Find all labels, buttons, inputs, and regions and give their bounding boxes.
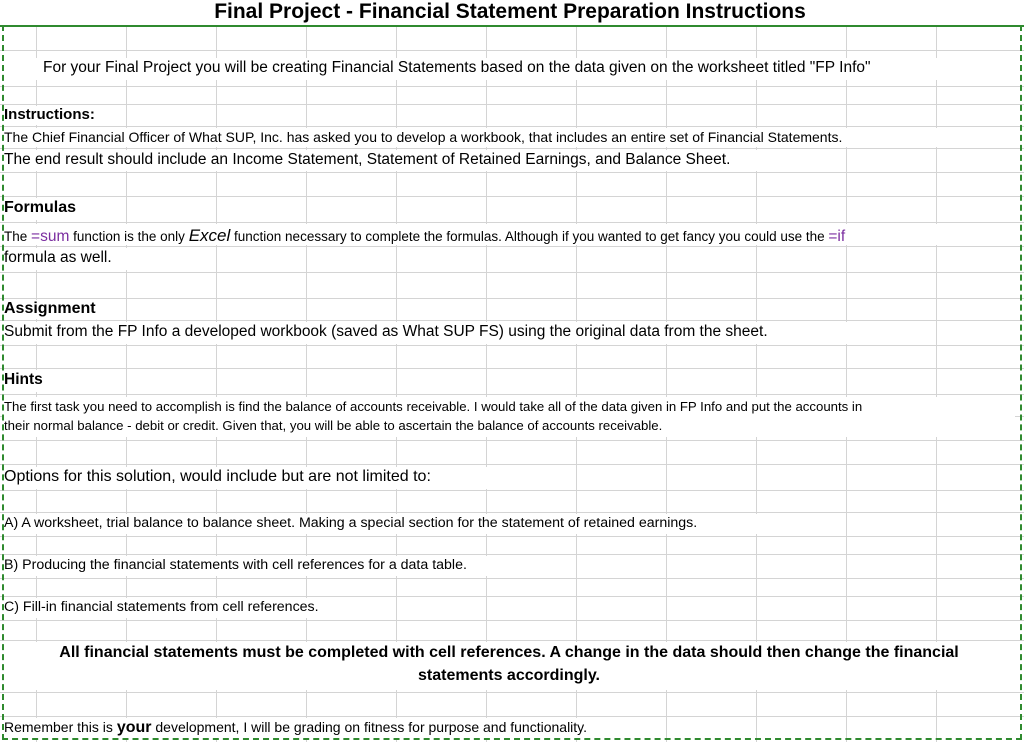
row-gridline bbox=[0, 345, 1024, 346]
formulas-text-1: The bbox=[4, 229, 32, 244]
row-gridline bbox=[0, 692, 1024, 693]
instructions-heading-cell[interactable] bbox=[3, 106, 103, 125]
print-area-top-border bbox=[0, 25, 1024, 27]
row-gridline bbox=[0, 394, 1024, 395]
row-gridline bbox=[0, 104, 1024, 105]
hints-heading: Hints bbox=[4, 371, 43, 388]
row-gridline bbox=[0, 368, 1024, 369]
row-gridline bbox=[0, 490, 1024, 491]
row-gridline bbox=[0, 126, 1024, 127]
hints-line1: The first task you need to accomplish is find the balance of accounts receivable. I would take all of the data given in FP Info and put the accounts in bbox=[4, 399, 863, 414]
option-a: A) A worksheet, trial balance to balance sheet. Making a special section for the statement of retained earnings. bbox=[4, 515, 698, 531]
assignment-line1: Submit from the FP Info a developed workbook (saved as What SUP FS) using the original data from the sheet. bbox=[4, 323, 768, 340]
excel-word: Excel bbox=[188, 226, 231, 245]
row-gridline bbox=[0, 536, 1024, 537]
options-intro-cell[interactable] bbox=[3, 467, 488, 489]
option-c-cell[interactable] bbox=[3, 598, 363, 618]
notice-cell[interactable] bbox=[3, 642, 1015, 690]
page-title: Final Project - Financial Statement Preparation Instructions bbox=[214, 0, 806, 23]
closing-emphasis: your bbox=[116, 719, 152, 736]
row-gridline bbox=[0, 246, 1024, 247]
formulas-line2-cell[interactable] bbox=[3, 248, 133, 270]
row-gridline bbox=[0, 196, 1024, 197]
row-gridline bbox=[0, 464, 1024, 465]
formulas-text-3: function necessary to complete the formulas. Although if you wanted to get fancy you could use the bbox=[230, 229, 829, 244]
row-gridline bbox=[0, 222, 1024, 223]
row-gridline bbox=[0, 640, 1024, 641]
row-gridline bbox=[0, 620, 1024, 621]
formulas-text-2: function is the only bbox=[69, 229, 189, 244]
closing-text-2: development, I will be grading on fitness for purpose and functionality. bbox=[151, 719, 588, 735]
row-gridline bbox=[0, 596, 1024, 597]
hints-cell[interactable] bbox=[3, 397, 1015, 437]
instructions-line2: The end result should include an Income Statement, Statement of Retained Earnings, and Balance Sheet. bbox=[4, 151, 731, 168]
assignment-heading: Assignment bbox=[4, 300, 96, 317]
row-gridline bbox=[0, 172, 1024, 173]
row-gridline bbox=[0, 50, 1024, 51]
instructions-line1: The Chief Financial Officer of What SUP, Inc. has asked you to develop a workbook, that includes an entire set of Financial Statements. bbox=[4, 129, 843, 145]
title-cell[interactable] bbox=[0, 0, 1024, 25]
row-gridline bbox=[0, 554, 1024, 555]
options-intro: Options for this solution, would include but are not limited to: bbox=[4, 468, 431, 485]
assignment-heading-cell[interactable] bbox=[3, 300, 108, 319]
closing-text bbox=[4, 719, 587, 737]
row-gridline bbox=[0, 298, 1024, 299]
formulas-heading: Formulas bbox=[4, 199, 77, 216]
closing-cell[interactable] bbox=[3, 718, 643, 738]
formulas-line2: formula as well. bbox=[4, 249, 112, 266]
hints-heading-cell[interactable] bbox=[3, 370, 53, 392]
notice-line1: All financial statements must be completed with cell references. A change in the data should then change the financial bbox=[59, 644, 959, 661]
row-gridline bbox=[0, 512, 1024, 513]
row-gridline bbox=[0, 716, 1024, 717]
row-gridline bbox=[0, 148, 1024, 149]
option-b: B) Producing the financial statements with cell references for a data table. bbox=[4, 557, 467, 573]
option-b-cell[interactable] bbox=[3, 556, 528, 576]
row-gridline bbox=[0, 578, 1024, 579]
intro-text: For your Final Project you will be creating Financial Statements based on the data given on the worksheet titled "FP Info" bbox=[43, 59, 871, 76]
formulas-heading-cell[interactable] bbox=[3, 198, 85, 220]
row-gridline bbox=[0, 272, 1024, 273]
if-function: =if bbox=[828, 228, 846, 245]
sum-function: =sum bbox=[31, 228, 70, 245]
row-gridline bbox=[0, 440, 1024, 441]
option-a-cell[interactable] bbox=[3, 514, 793, 534]
notice-line2: statements accordingly. bbox=[418, 667, 600, 684]
row-gridline bbox=[0, 320, 1024, 321]
formulas-line1-cell[interactable] bbox=[3, 224, 973, 245]
option-c: C) Fill-in financial statements from cell references. bbox=[4, 599, 319, 615]
instructions-line2-cell[interactable] bbox=[3, 150, 843, 171]
hints-line2: their normal balance - debit or credit. Given that, you will be able to ascertain the balance of accounts receivable. bbox=[4, 418, 663, 433]
closing-text-1: Remember this is bbox=[4, 719, 117, 735]
instructions-line1-cell[interactable] bbox=[3, 128, 968, 147]
formulas-line1 bbox=[4, 226, 845, 246]
instructions-heading: Instructions: bbox=[4, 106, 95, 123]
assignment-line1-cell[interactable] bbox=[3, 322, 883, 344]
intro-cell[interactable] bbox=[36, 58, 1006, 80]
row-gridline bbox=[0, 86, 1024, 87]
